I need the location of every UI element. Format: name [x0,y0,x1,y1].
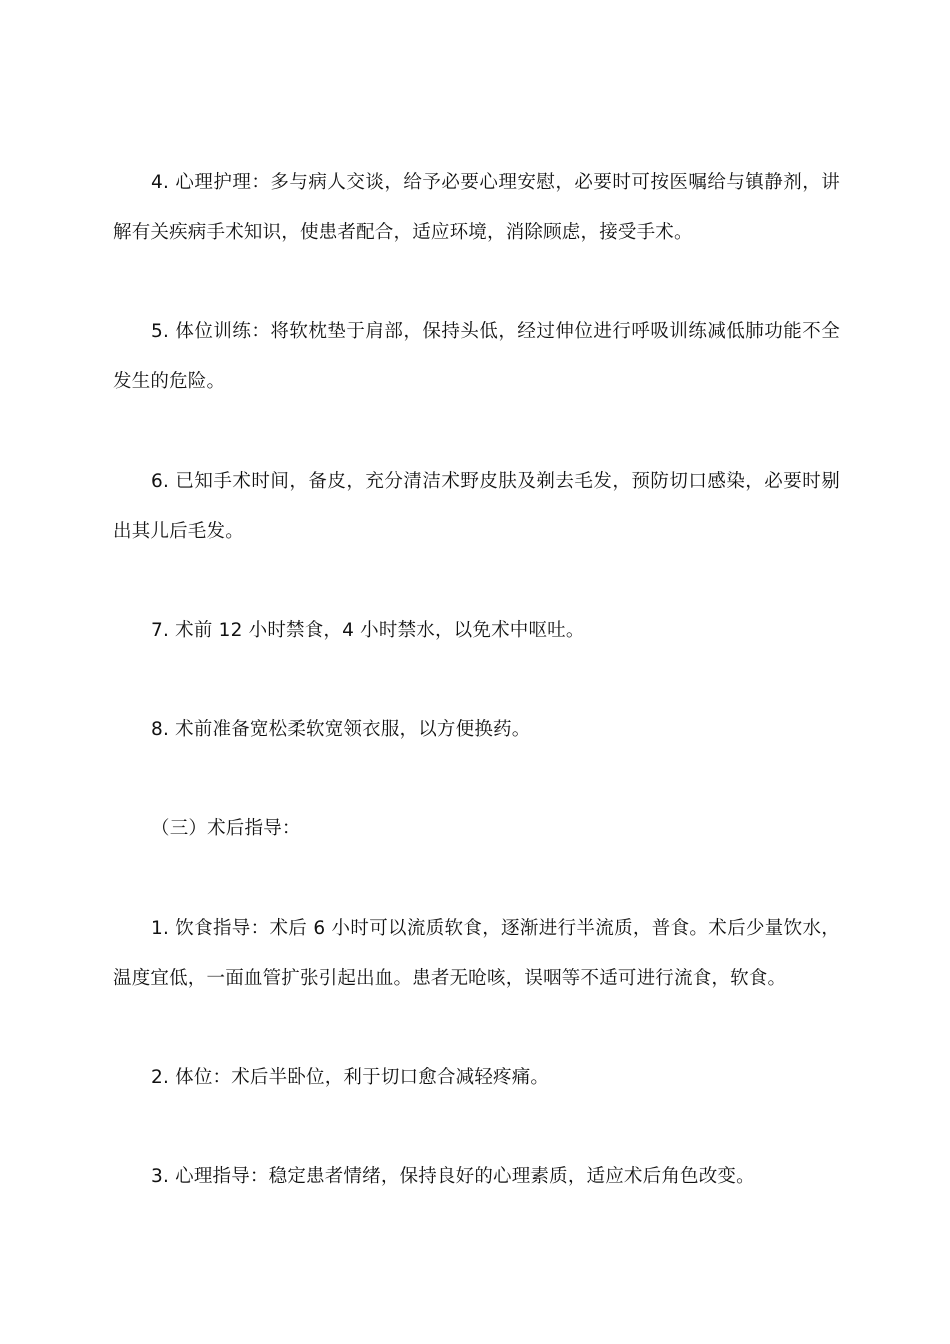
paragraph-psychological-care: 4. 心理护理：多与病人交谈，给予必要心理安慰，必要时可按医嘱给与镇静剂，讲解有关疾病手术知识，使患者配合，适应环境，消除顾虑，接受手术。 [113,172,840,243]
paragraph-position-training: 5. 体位训练：将软枕垫于肩部，保持头低，经过伸位进行呼吸训练减低肺功能不全发生的危险。 [113,321,840,392]
paragraph-body-position: 2. 体位：术后半卧位，利于切口愈合减轻疼痛。 [151,1067,550,1088]
paragraph-clothing: 8. 术前准备宽松柔软宽领衣服，以方便换药。 [151,719,531,740]
paragraph-fasting: 7. 术前 12 小时禁食，4 小时禁水，以免术中呕吐。 [151,620,585,641]
paragraph-psychological-guidance: 3. 心理指导：稳定患者情绪，保持良好的心理素质，适应术后角色改变。 [151,1166,755,1187]
paragraph-diet-guidance: 1. 饮食指导：术后 6 小时可以流质软食，逐渐进行半流质，普食。术后少量饮水，温度宜低，一面血管扩张引起出血。患者无呛咳，误咽等不适可进行流食，软食。 [113,918,840,989]
section-heading-postoperative: （三）术后指导： [151,818,301,839]
paragraph-skin-preparation: 6. 已知手术时间，备皮，充分清洁术野皮肤及剃去毛发，预防切口感染，必要时剔出其儿后毛发。 [113,471,840,542]
